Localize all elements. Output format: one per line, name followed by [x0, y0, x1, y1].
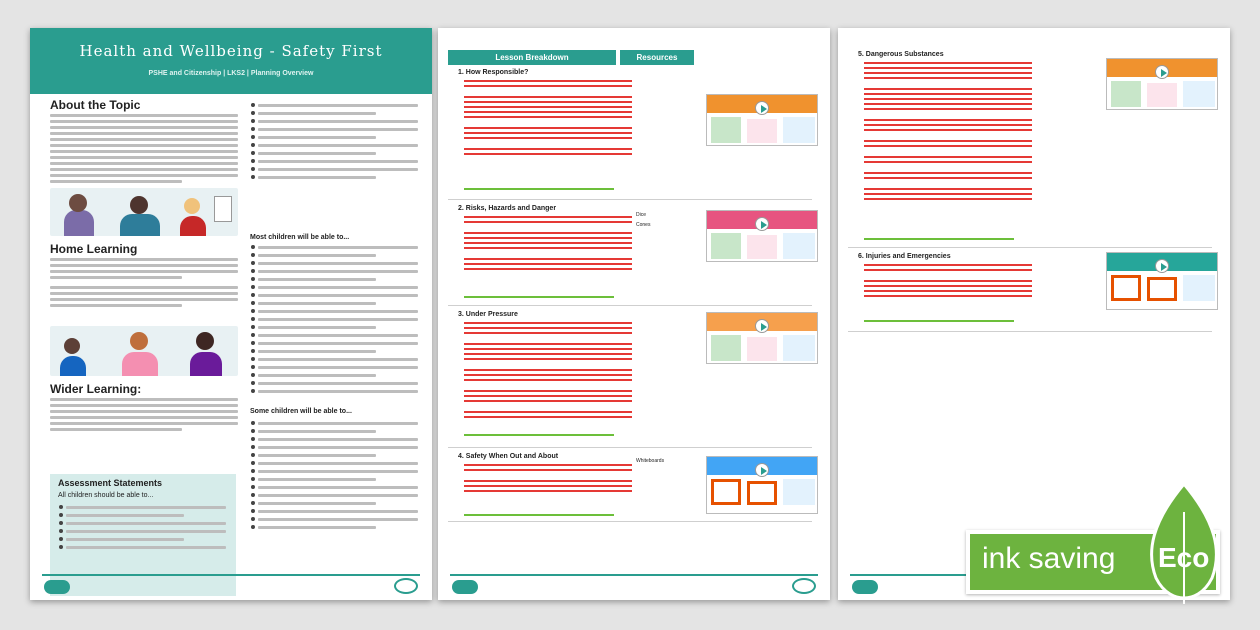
footer-badge-icon — [394, 578, 418, 594]
illustration-children-talking — [50, 326, 238, 376]
about-text — [50, 114, 238, 186]
success-criteria — [864, 320, 1014, 322]
page-footer — [438, 560, 830, 600]
success-criteria — [864, 238, 1014, 240]
wider-learning-text — [50, 398, 238, 434]
assessment-intro: All children should be able to... — [58, 492, 154, 499]
success-criteria — [464, 188, 614, 190]
lesson-row — [848, 48, 1212, 248]
illustration-children-reading — [50, 188, 238, 236]
most-children-heading: Most children will be able to... — [250, 234, 350, 241]
page-footer — [30, 560, 432, 600]
success-criteria — [464, 514, 614, 516]
home-learning-text — [50, 258, 238, 282]
play-icon — [755, 101, 769, 115]
resources-header: Resources — [620, 50, 694, 65]
some-children-bullets — [250, 422, 418, 534]
lesson-title: 1. How Responsible? — [458, 69, 529, 76]
most-children-bullets — [250, 246, 418, 398]
lesson-title: 5. Dangerous Substances — [858, 51, 944, 58]
brand-logo — [44, 580, 70, 594]
lesson-pack-thumbnail[interactable] — [1106, 252, 1218, 310]
lesson-pack-thumbnail[interactable] — [1106, 58, 1218, 110]
ink-saving-label: ink saving — [982, 542, 1116, 575]
lesson-pack-thumbnail[interactable] — [706, 94, 818, 146]
lesson-title: 3. Under Pressure — [458, 311, 518, 318]
some-children-heading: Some children will be able to... — [250, 408, 352, 415]
page-title: Health and Wellbeing - Safety First — [79, 42, 383, 60]
home-learning-heading: Home Learning — [50, 242, 138, 256]
success-criteria — [464, 434, 614, 436]
play-icon — [755, 217, 769, 231]
assessment-bullets — [58, 506, 226, 554]
lesson-pack-thumbnail[interactable] — [706, 456, 818, 514]
lesson-title: 2. Risks, Hazards and Danger — [458, 205, 557, 212]
lesson-objectives — [864, 62, 1032, 209]
brand-logo — [852, 580, 878, 594]
lesson-breakdown-page — [438, 28, 830, 600]
planning-overview-page — [30, 28, 432, 600]
lesson-objectives — [464, 80, 632, 158]
lesson-title: 6. Injuries and Emergencies — [858, 253, 951, 260]
resource-item: Whiteboards — [636, 458, 665, 464]
success-criteria — [464, 296, 614, 298]
lesson-pack-thumbnail[interactable] — [706, 312, 818, 364]
footer-badge-icon — [792, 578, 816, 594]
lesson-row — [448, 308, 812, 448]
brand-logo — [452, 580, 478, 594]
page-subtitle: PSHE and Citizenship | LKS2 | Planning Overview — [148, 70, 314, 77]
lesson-objectives — [464, 322, 632, 421]
play-icon — [1155, 259, 1169, 273]
lesson-objectives — [864, 264, 1032, 306]
lesson-objectives — [464, 216, 632, 279]
lesson-title: 4. Safety When Out and About — [458, 453, 559, 460]
lesson-objectives — [464, 464, 632, 501]
play-icon — [755, 463, 769, 477]
lesson-row — [448, 450, 812, 522]
lesson-breakdown-header: Lesson Breakdown — [448, 50, 616, 65]
assessment-heading: Assessment Statements — [58, 478, 163, 488]
about-heading: About the Topic — [50, 98, 141, 112]
home-learning-text-2 — [50, 286, 238, 310]
lesson-pack-thumbnail[interactable] — [706, 210, 818, 262]
play-icon — [755, 319, 769, 333]
right-column-bullets — [250, 104, 418, 184]
wider-learning-heading: Wider Learning: — [50, 382, 142, 396]
lesson-row — [448, 202, 812, 306]
lesson-row — [848, 250, 1212, 332]
eco-label: Eco — [1158, 542, 1210, 573]
page-header — [30, 28, 432, 94]
resource-item: Dice — [636, 212, 647, 218]
lesson-row — [448, 66, 812, 200]
resource-item: Cones — [636, 222, 651, 228]
play-icon — [1155, 65, 1169, 79]
